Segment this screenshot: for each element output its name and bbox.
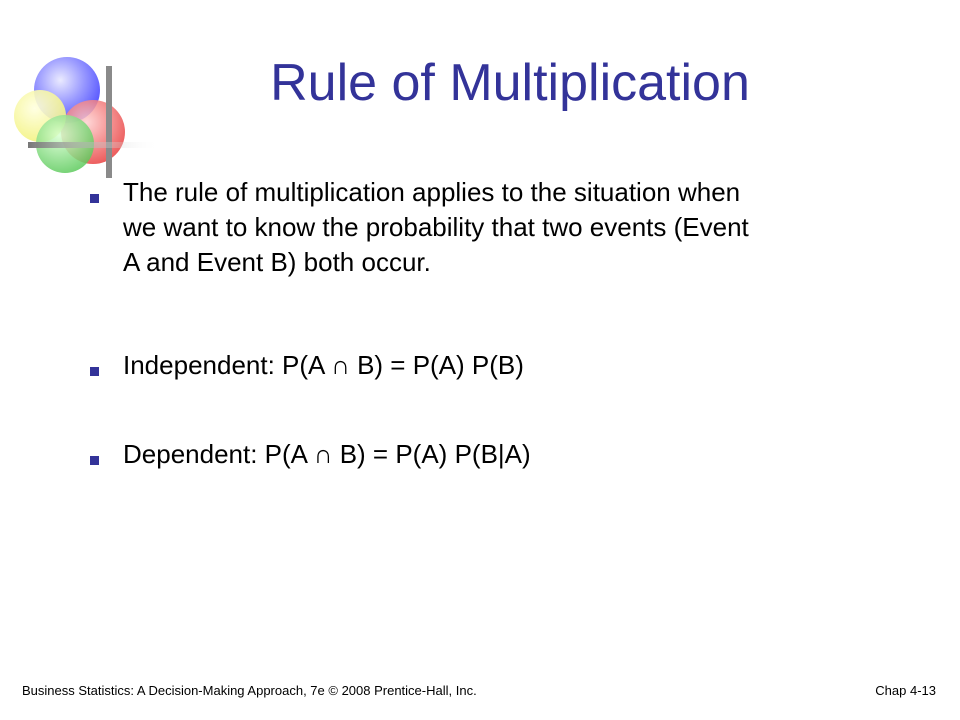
bullet-text-independent: Independent: P(A ∩ B) = P(A) P(B) [123,350,524,380]
square-bullet-icon [90,194,99,203]
vertical-line [106,66,112,178]
footer-page-number: Chap 4-13 [875,683,936,698]
horizontal-line [28,142,160,148]
bullet-text-rule: The rule of multiplication applies to the situation when we want to know the probability that two events (Event A and Event B) both occur. [123,177,749,277]
footer-citation: Business Statistics: A Decision-Making Approach, 7e © 2008 Prentice-Hall, Inc. [22,683,477,698]
square-bullet-icon [90,456,99,465]
square-bullet-icon [90,367,99,376]
bullet-text-dependent: Dependent: P(A ∩ B) = P(A) P(B|A) [123,439,531,469]
circles-logo-icon [0,52,160,182]
slide-title: Rule of Multiplication [270,54,750,112]
